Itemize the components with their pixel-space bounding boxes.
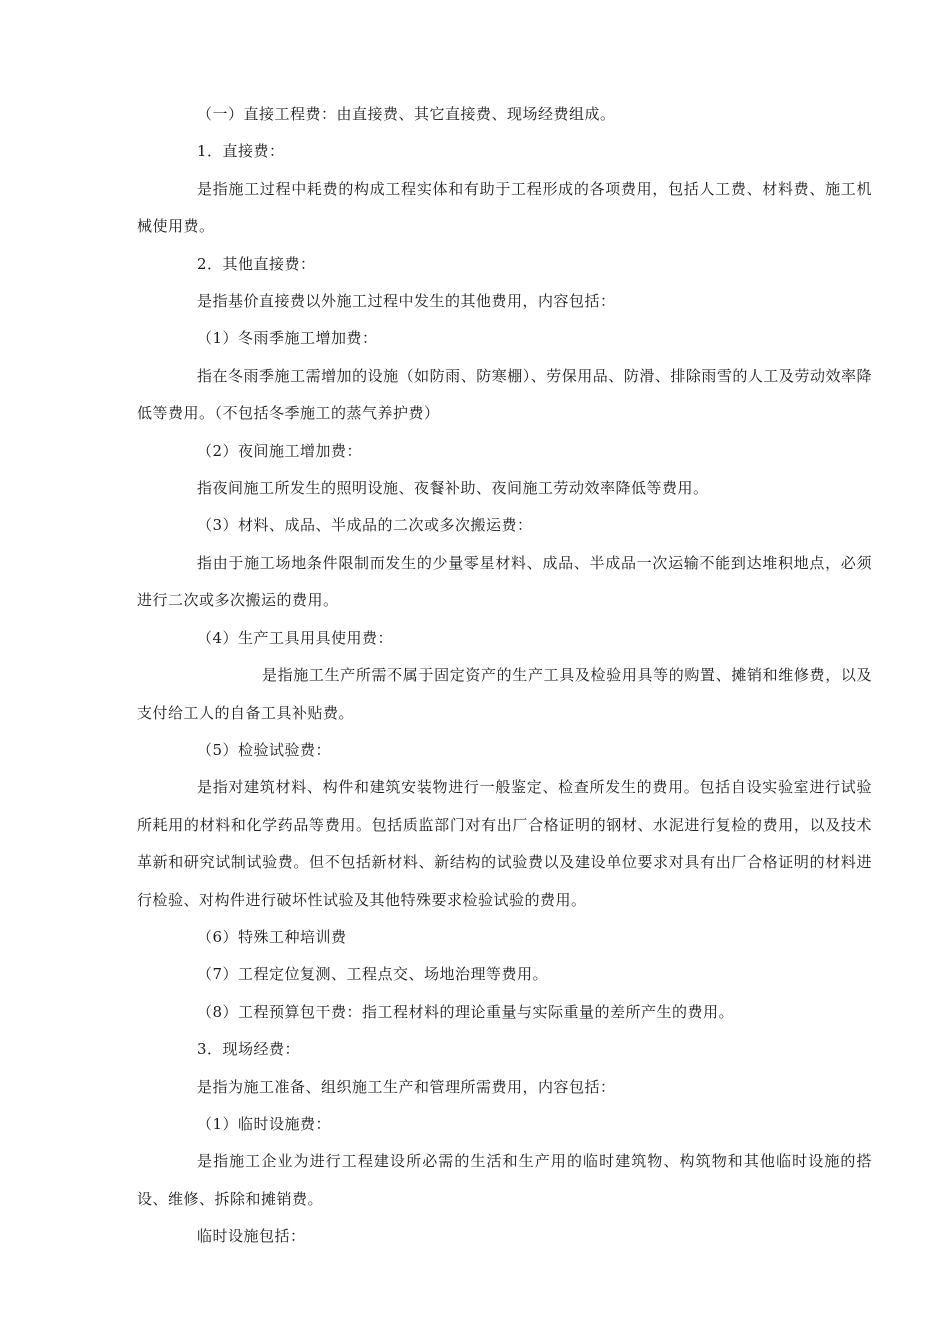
paragraph-site-cost: 是指为施工准备、组织施工生产和管理所需费用，内容包括：	[197, 1077, 616, 1096]
item-temporary-facility-cost: （1）临时设施费：	[197, 1114, 332, 1133]
paragraph-secondary-transport-cost: 指由于施工场地条件限制而发生的少量零星材料、成品、半成品一次运输不能到达堆积地点，必须进行二次或多次搬运的费用。	[137, 553, 872, 610]
subheading-site-cost: 3．现场经费：	[197, 1040, 301, 1059]
item-inspection-test-cost: （5）检验试验费：	[197, 740, 332, 759]
item-secondary-transport-cost: （3）材料、成品、半成品的二次或多次搬运费：	[197, 516, 533, 535]
paragraph-temporary-facility-cost: 是指施工企业为进行工程建设所必需的生活和生产用的临时建筑物、构筑物和其他临时设施的搭设、维修、拆除和摊销费。	[137, 1152, 872, 1208]
item-winter-rain-cost: （1）冬雨季施工增加费：	[197, 329, 378, 348]
paragraph-direct-cost: 是指施工过程中耗费的构成工程实体和有助于工程形成的各项费用，包括人工费、材料费、施工机械使用费。	[137, 179, 872, 236]
item-special-training-cost: （6）特殊工种培训费	[197, 927, 347, 946]
subheading-other-direct-cost: 2．其他直接费：	[197, 254, 316, 273]
section-heading-direct-engineering-cost: （一）直接工程费：由直接费、其它直接费、现场经费组成。	[197, 105, 616, 123]
subheading-direct-cost: 1．直接费：	[197, 142, 285, 161]
item-positioning-survey-cost: （7）工程定位复测、工程点交、场地治理等费用。	[197, 965, 549, 984]
item-budget-contract-cost: （8）工程预算包干费：指工程材料的理论重量与实际重量的差所产生的费用。	[197, 1002, 735, 1021]
paragraph-other-direct-cost: 是指基价直接费以外施工过程中发生的其他费用，内容包括：	[197, 292, 616, 311]
paragraph-temporary-facility-includes: 临时设施包括：	[197, 1227, 306, 1246]
document-body	[137, 96, 872, 1256]
paragraph-night-work-cost: 指夜间施工所发生的照明设施、夜餐补助、夜间施工劳动效率降低等费用。	[197, 479, 709, 498]
paragraph-winter-rain-cost: 指在冬雨季施工需增加的设施（如防雨、防寒棚）、劳保用品、防滑、排除雨雪的人工及劳动效率降低等费用。（不包括冬季施工的蒸气养护费）	[137, 366, 872, 423]
item-night-work-cost: （2）夜间施工增加费：	[197, 441, 363, 460]
paragraph-tool-usage-cost: 是指施工生产所需不属于固定资产的生产工具及检验用具等的购置、摊销和维修费，以及支付给工人的自备工具补贴费。	[137, 666, 872, 722]
item-tool-usage-cost: （4）生产工具用具使用费：	[197, 628, 394, 647]
paragraph-inspection-test-cost: 是指对建筑材料、构件和建筑安装物进行一般鉴定、检查所发生的费用。包括自设实验室进行试验所耗用的材料和化学药品等费用。包括质监部门对有出厂合格证明的钢材、水泥进行复检的费用，以及技术革新和研究试制试验费。但不包括新材料、新结构的试验费以及建设单位要求对具有出厂合格证明的材料进行检验、对构件进行破坏性试验及其他特殊要求检验试验的费用。	[137, 778, 872, 909]
